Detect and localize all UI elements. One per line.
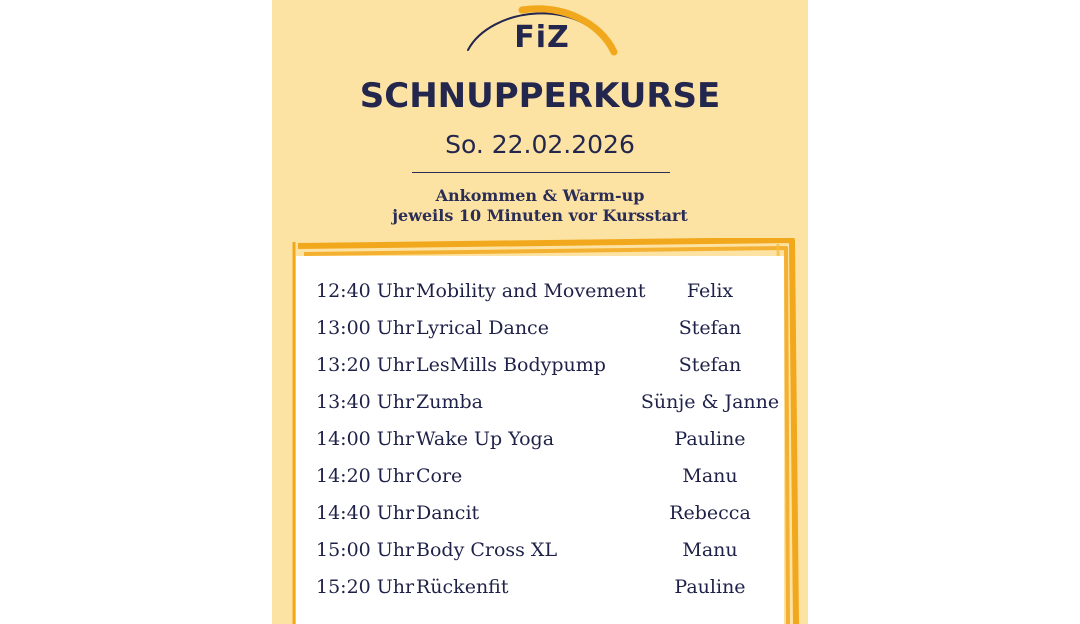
page-title: SCHNUPPERKURSE: [359, 76, 721, 116]
schedule-time: 13:20 Uhr: [316, 354, 415, 376]
logo-text: FiZ: [514, 20, 570, 55]
schedule-course: Dancit: [416, 502, 480, 524]
schedule-row: [296, 496, 784, 533]
schedule-time: 13:40 Uhr: [316, 391, 415, 413]
schedule-course: LesMills Bodypump: [416, 354, 606, 376]
schedule-row: [296, 570, 784, 607]
schedule-course: Rückenfit: [416, 576, 509, 598]
schedule-trainer: Stefan: [678, 354, 742, 376]
schedule-trainer: Manu: [682, 539, 738, 561]
schedule-time: 14:00 Uhr: [316, 428, 415, 450]
schedule-time: 12:40 Uhr: [316, 280, 415, 302]
schedule-course: Mobility and Movement: [416, 280, 646, 302]
schedule-time: 14:20 Uhr: [316, 465, 415, 487]
schedule-trainer: Sünje & Janne: [640, 391, 780, 413]
schedule-row: [296, 348, 784, 385]
schedule-course: Lyrical Dance: [416, 317, 549, 339]
arrival-note-line-2: jeweils 10 Minuten vor Kursstart: [392, 206, 688, 225]
schedule-course: Zumba: [416, 391, 483, 413]
divider: [412, 172, 670, 173]
schedule-row: [296, 533, 784, 570]
schedule-time: 15:20 Uhr: [316, 576, 415, 598]
schedule-time: 15:00 Uhr: [316, 539, 415, 561]
schedule-row: [296, 459, 784, 496]
schedule-trainer: Rebecca: [669, 502, 751, 524]
schedule-table: [296, 256, 784, 624]
schedule-row: [296, 385, 784, 422]
schedule-trainer: Pauline: [674, 428, 746, 450]
schedule-course: Core: [416, 465, 463, 487]
schedule-time: 14:40 Uhr: [316, 502, 415, 524]
schedule-trainer: Felix: [686, 280, 734, 302]
schedule-trainer: Pauline: [674, 576, 746, 598]
fiz-logo: [462, 0, 622, 60]
schedule-row: [296, 311, 784, 348]
schedule-course: Body Cross XL: [416, 539, 558, 561]
schedule-row: [296, 274, 784, 311]
schedule-course: Wake Up Yoga: [416, 428, 555, 450]
arrival-note: [272, 186, 808, 226]
schedule-trainer: Stefan: [678, 317, 742, 339]
arrival-note-line-1: Ankommen & Warm-up: [435, 186, 645, 205]
schedule-row: [296, 422, 784, 459]
schedule-trainer: Manu: [682, 465, 738, 487]
poster: [272, 0, 808, 624]
schedule-time: 13:00 Uhr: [316, 317, 415, 339]
event-date: So. 22.02.2026: [445, 130, 635, 159]
